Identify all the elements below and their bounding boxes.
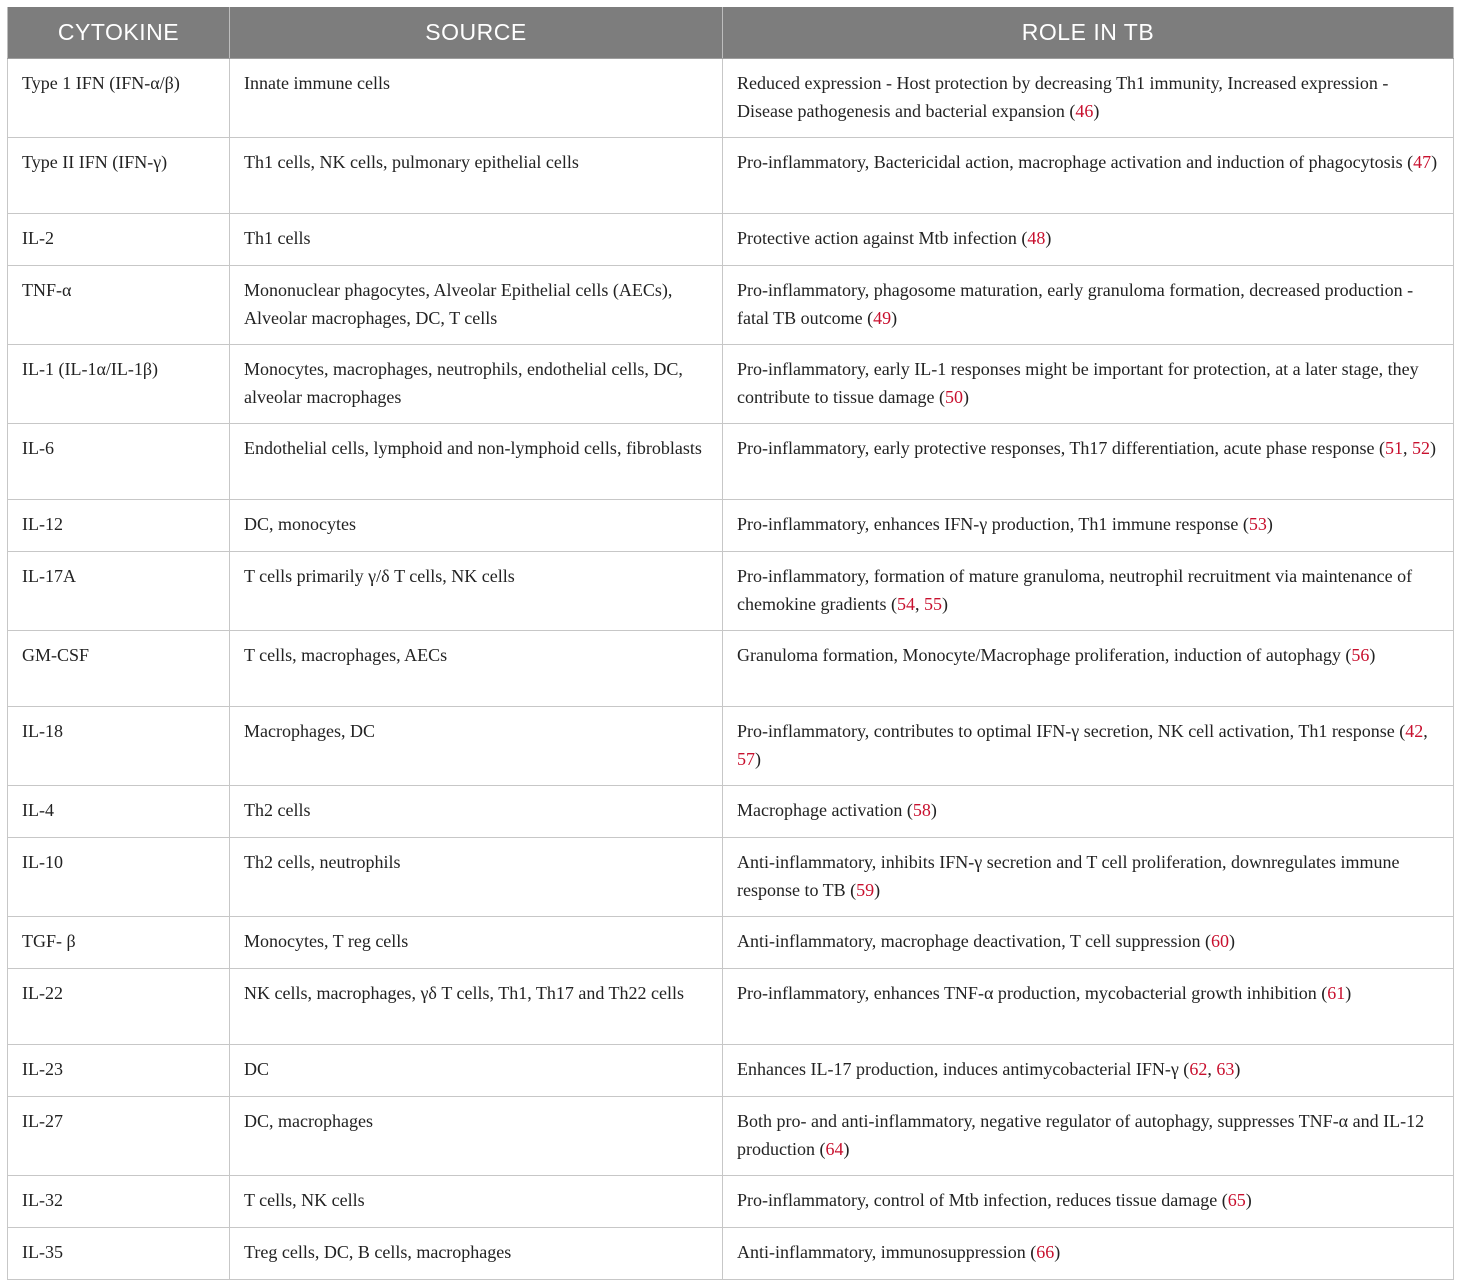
role-text: Both pro- and anti-inflammatory, negative regulator of autophagy, suppresses TNF-α and IL-12 production ( bbox=[737, 1111, 1425, 1159]
role-text: Reduced expression - Host protection by decreasing Th1 immunity, Increased expression - Disease pathogenesis and bacterial expansion ( bbox=[737, 73, 1389, 121]
reference-link[interactable]: 61 bbox=[1327, 983, 1346, 1003]
role-cell: Pro-inflammatory, phagosome maturation, early granuloma formation, decreased production - fatal TB outcome (49) bbox=[723, 266, 1454, 345]
reference-link[interactable]: 65 bbox=[1227, 1190, 1246, 1210]
source-cell: Macrophages, DC bbox=[230, 707, 723, 786]
role-text: Anti-inflammatory, inhibits IFN-γ secretion and T cell proliferation, downregulates immune response to TB ( bbox=[737, 852, 1400, 900]
source-cell: T cells, macrophages, AECs bbox=[230, 631, 723, 707]
table-row bbox=[8, 345, 1454, 424]
cytokine-cell: IL-27 bbox=[8, 1097, 230, 1176]
source-cell: Endothelial cells, lymphoid and non-lymphoid cells, fibroblasts bbox=[230, 424, 723, 500]
reference-link[interactable]: 42 bbox=[1405, 721, 1424, 741]
source-cell: Mononuclear phagocytes, Alveolar Epithelial cells (AECs), Alveolar macrophages, DC, T cells bbox=[230, 266, 723, 345]
role-cell: Pro-inflammatory, enhances IFN-γ production, Th1 immune response (53) bbox=[723, 500, 1454, 552]
column-header-cytokine: CYTOKINE bbox=[8, 7, 230, 59]
role-cell: Pro-inflammatory, early IL-1 responses might be important for protection, at a later stage, they contribute to tissue damage (50) bbox=[723, 345, 1454, 424]
role-text: Granuloma formation, Monocyte/Macrophage proliferation, induction of autophagy ( bbox=[737, 645, 1352, 665]
table-row bbox=[8, 1228, 1454, 1280]
source-cell: T cells, NK cells bbox=[230, 1176, 723, 1228]
role-text: Pro-inflammatory, phagosome maturation, early granuloma formation, decreased production - fatal TB outcome ( bbox=[737, 280, 1414, 328]
table-row bbox=[8, 138, 1454, 214]
reference-link[interactable]: 51 bbox=[1384, 438, 1403, 458]
source-cell: Monocytes, macrophages, neutrophils, endothelial cells, DC, alveolar macrophages bbox=[230, 345, 723, 424]
role-text: Pro-inflammatory, early protective responses, Th17 differentiation, acute phase response ( bbox=[737, 438, 1385, 458]
cytokine-cell: IL-18 bbox=[8, 707, 230, 786]
role-text: Pro-inflammatory, Bactericidal action, macrophage activation and induction of phagocytosis ( bbox=[737, 152, 1414, 172]
source-cell: DC, macrophages bbox=[230, 1097, 723, 1176]
role-text: Pro-inflammatory, contributes to optimal IFN-γ secretion, NK cell activation, Th1 response ( bbox=[737, 721, 1406, 741]
reference-link[interactable]: 49 bbox=[873, 307, 892, 328]
reference-link[interactable]: 59 bbox=[856, 879, 875, 900]
role-cell: Enhances IL-17 production, induces antimycobacterial IFN-γ (62, 63) bbox=[723, 1045, 1454, 1097]
source-cell: Th2 cells bbox=[230, 786, 723, 838]
table-row bbox=[8, 1097, 1454, 1176]
reference-link[interactable]: 46 bbox=[1075, 100, 1094, 121]
role-cell: Macrophage activation (58) bbox=[723, 786, 1454, 838]
role-cell: Granuloma formation, Monocyte/Macrophage proliferation, induction of autophagy (56) bbox=[723, 631, 1454, 707]
role-cell: Anti-inflammatory, inhibits IFN-γ secretion and T cell proliferation, downregulates immune response to TB (59) bbox=[723, 838, 1454, 917]
cytokine-cell: IL-2 bbox=[8, 214, 230, 266]
role-cell: Anti-inflammatory, immunosuppression (66) bbox=[723, 1228, 1454, 1280]
source-cell: Treg cells, DC, B cells, macrophages bbox=[230, 1228, 723, 1280]
table-row bbox=[8, 838, 1454, 917]
role-text: Enhances IL-17 production, induces antimycobacterial IFN-γ ( bbox=[737, 1059, 1190, 1079]
cytokine-cell: IL-35 bbox=[8, 1228, 230, 1280]
cytokine-cell: Type II IFN (IFN-γ) bbox=[8, 138, 230, 214]
cytokine-cell: TGF- β bbox=[8, 917, 230, 969]
role-text: Pro-inflammatory, formation of mature granuloma, neutrophil recruitment via maintenance of chemokine gradients ( bbox=[737, 566, 1413, 614]
role-text: Macrophage activation ( bbox=[737, 800, 913, 820]
role-cell: Reduced expression - Host protection by decreasing Th1 immunity, Increased expression - Disease pathogenesis and bacterial expansion (46) bbox=[723, 59, 1454, 138]
source-cell: DC bbox=[230, 1045, 723, 1097]
table-row bbox=[8, 500, 1454, 552]
role-cell: Pro-inflammatory, control of Mtb infection, reduces tissue damage (65) bbox=[723, 1176, 1454, 1228]
table-row bbox=[8, 631, 1454, 707]
table-row bbox=[8, 917, 1454, 969]
role-cell: Pro-inflammatory, formation of mature granuloma, neutrophil recruitment via maintenance of chemokine gradients (54, 55) bbox=[723, 552, 1454, 631]
role-cell: Protective action against Mtb infection (48) bbox=[723, 214, 1454, 266]
column-header-source: SOURCE bbox=[230, 7, 723, 59]
role-text: Protective action against Mtb infection ( bbox=[737, 228, 1028, 248]
table-row bbox=[8, 969, 1454, 1045]
reference-link[interactable]: 58 bbox=[912, 800, 931, 820]
source-cell: Innate immune cells bbox=[230, 59, 723, 138]
table-row bbox=[8, 266, 1454, 345]
source-cell: Th1 cells bbox=[230, 214, 723, 266]
reference-link[interactable]: 63 bbox=[1216, 1059, 1235, 1079]
role-cell: Both pro- and anti-inflammatory, negative regulator of autophagy, suppresses TNF-α and IL-12 production (64) bbox=[723, 1097, 1454, 1176]
reference-link[interactable]: 60 bbox=[1211, 931, 1230, 951]
role-cell: Pro-inflammatory, enhances TNF-α production, mycobacterial growth inhibition (61) bbox=[723, 969, 1454, 1045]
cytokine-cell: GM-CSF bbox=[8, 631, 230, 707]
reference-link[interactable]: 53 bbox=[1248, 514, 1267, 534]
reference-link[interactable]: 64 bbox=[825, 1138, 844, 1159]
reference-link[interactable]: 57 bbox=[737, 748, 755, 769]
cytokine-cell: IL-6 bbox=[8, 424, 230, 500]
reference-link[interactable]: 50 bbox=[944, 386, 963, 407]
cytokine-cell: IL-10 bbox=[8, 838, 230, 917]
cytokine-cell: IL-12 bbox=[8, 500, 230, 552]
role-text: Anti-inflammatory, immunosuppression ( bbox=[737, 1242, 1037, 1262]
reference-link[interactable]: 52 bbox=[1411, 438, 1430, 458]
source-cell: NK cells, macrophages, γδ T cells, Th1, Th17 and Th22 cells bbox=[230, 969, 723, 1045]
role-text: Pro-inflammatory, enhances TNF-α production, mycobacterial growth inhibition ( bbox=[737, 983, 1328, 1003]
cytokine-table bbox=[7, 7, 1454, 1280]
cytokine-cell: IL-32 bbox=[8, 1176, 230, 1228]
cytokine-cell: Type 1 IFN (IFN-α/β) bbox=[8, 59, 230, 138]
table-row bbox=[8, 424, 1454, 500]
header-row bbox=[8, 7, 1454, 59]
reference-link[interactable]: 62 bbox=[1189, 1059, 1208, 1079]
reference-link[interactable]: 66 bbox=[1036, 1242, 1055, 1262]
table-row bbox=[8, 214, 1454, 266]
cytokine-cell: IL-23 bbox=[8, 1045, 230, 1097]
table-row bbox=[8, 1176, 1454, 1228]
table-row bbox=[8, 1045, 1454, 1097]
source-cell: Th2 cells, neutrophils bbox=[230, 838, 723, 917]
role-cell: Anti-inflammatory, macrophage deactivation, T cell suppression (60) bbox=[723, 917, 1454, 969]
cytokine-cell: TNF-α bbox=[8, 266, 230, 345]
cytokine-cell: IL-17A bbox=[8, 552, 230, 631]
column-header-role: ROLE IN TB bbox=[723, 7, 1454, 59]
reference-link[interactable]: 48 bbox=[1027, 228, 1046, 248]
reference-link[interactable]: 47 bbox=[1413, 152, 1432, 172]
cytokine-cell: IL-22 bbox=[8, 969, 230, 1045]
role-cell: Pro-inflammatory, Bactericidal action, macrophage activation and induction of phagocytosis (47) bbox=[723, 138, 1454, 214]
role-cell: Pro-inflammatory, early protective responses, Th17 differentiation, acute phase response (51, 52) bbox=[723, 424, 1454, 500]
reference-link[interactable]: 54 bbox=[896, 593, 915, 614]
reference-link[interactable]: 55 bbox=[923, 593, 942, 614]
source-cell: Monocytes, T reg cells bbox=[230, 917, 723, 969]
role-text: Pro-inflammatory, control of Mtb infection, reduces tissue damage ( bbox=[737, 1190, 1228, 1210]
cytokine-cell: IL-1 (IL-1α/IL-1β) bbox=[8, 345, 230, 424]
cytokine-cell: IL-4 bbox=[8, 786, 230, 838]
role-text: Anti-inflammatory, macrophage deactivation, T cell suppression ( bbox=[737, 931, 1212, 951]
source-cell: DC, monocytes bbox=[230, 500, 723, 552]
table-row bbox=[8, 552, 1454, 631]
table-row bbox=[8, 59, 1454, 138]
table-row bbox=[8, 707, 1454, 786]
source-cell: Th1 cells, NK cells, pulmonary epithelial cells bbox=[230, 138, 723, 214]
table-row bbox=[8, 786, 1454, 838]
role-text: Pro-inflammatory, enhances IFN-γ production, Th1 immune response ( bbox=[737, 514, 1249, 534]
role-cell: Pro-inflammatory, contributes to optimal IFN-γ secretion, NK cell activation, Th1 response (42, 57) bbox=[723, 707, 1454, 786]
reference-link[interactable]: 56 bbox=[1351, 645, 1370, 665]
role-text: Pro-inflammatory, early IL-1 responses might be important for protection, at a later stage, they contribute to tissue damage ( bbox=[737, 359, 1419, 407]
source-cell: T cells primarily γ/δ T cells, NK cells bbox=[230, 552, 723, 631]
